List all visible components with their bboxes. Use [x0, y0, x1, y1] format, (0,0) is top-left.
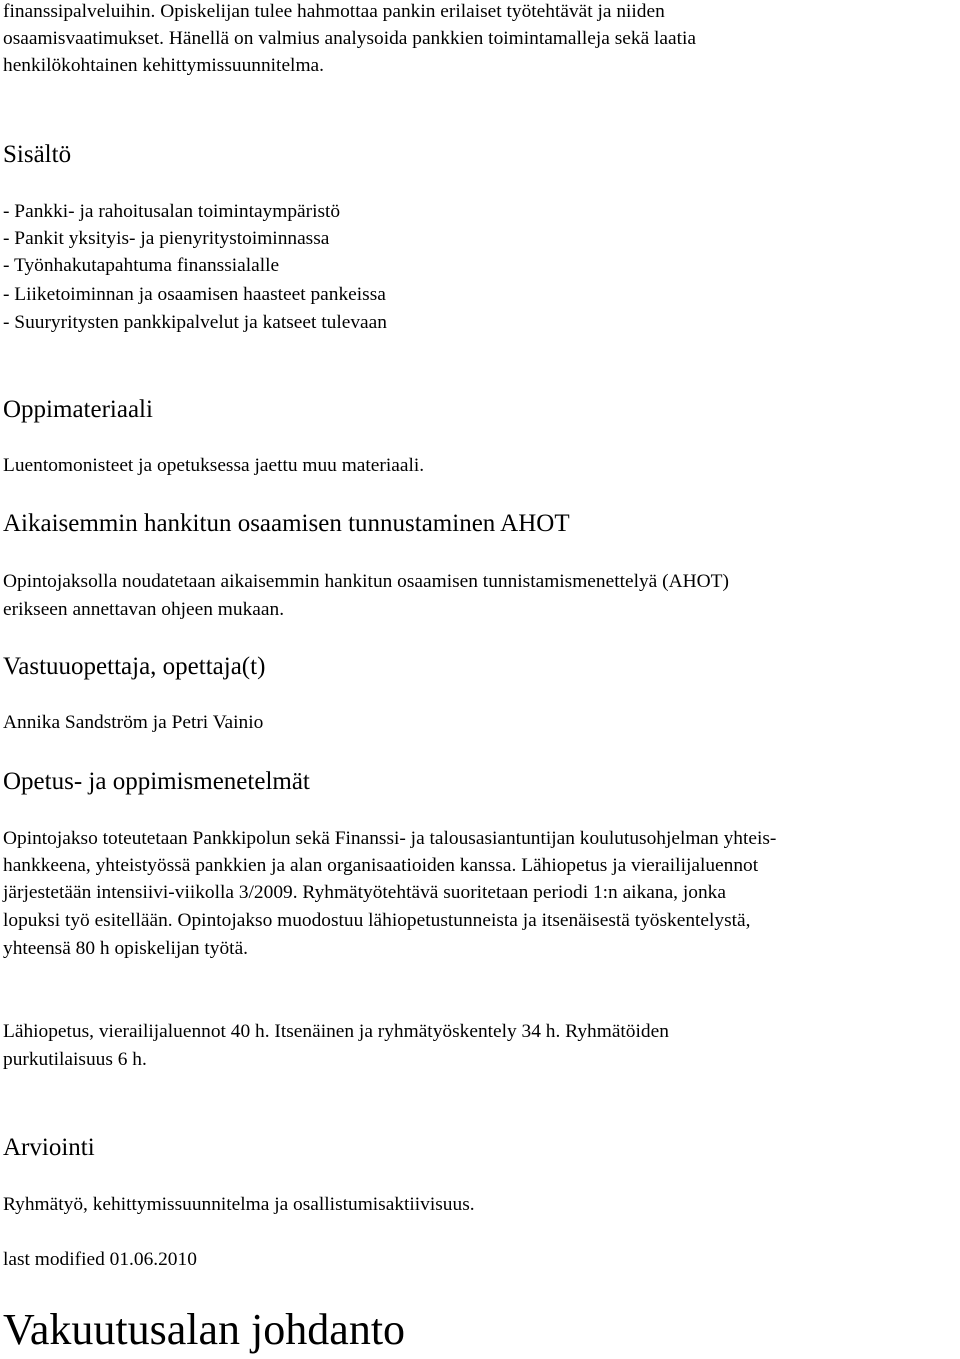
ahot-line-1: Opintojaksolla noudatetaan aikaisemmin hankitun osaamisen tunnistamismenettelyä (AHOT)	[3, 571, 729, 592]
vastuuopettaja-heading: Vastuuopettaja, opettaja(t)	[3, 653, 266, 680]
vastuuopettaja-text: Annika Sandström ja Petri Vainio	[3, 712, 264, 733]
intro-line-3: henkilökohtainen kehittymissuunnitelma.	[3, 55, 324, 76]
opetus-line-1: Opintojakso toteutetaan Pankkipolun sekä Finanssi- ja talousasiantuntijan koulutusohjelman yhteis-	[3, 828, 777, 849]
arviointi-text: Ryhmätyö, kehittymissuunnitelma ja osallistumisaktiivisuus.	[3, 1194, 475, 1215]
next-course-title: Vakuutusalan johdanto	[3, 1305, 406, 1354]
intro-line-2: osaamisvaatimukset. Hänellä on valmius analysoida pankkien toimintamalleja sekä laatia	[3, 28, 697, 49]
oppimateriaali-text: Luentomonisteet ja opetuksessa jaettu muu materiaali.	[3, 455, 425, 476]
sisalto-item-3: - Työnhakutapahtuma finanssialalle	[3, 255, 280, 276]
opetus-heading: Opetus- ja oppimismenetelmät	[3, 768, 310, 795]
opetus-line-5: yhteensä 80 h opiskelijan työtä.	[3, 938, 249, 959]
sisalto-item-1: - Pankki- ja rahoitusalan toimintaympäristö	[3, 201, 341, 222]
ahot-line-2: erikseen annettavan ohjeen mukaan.	[3, 599, 285, 620]
opetus-hours-line-2: purkutilaisuus 6 h.	[3, 1049, 147, 1070]
ahot-heading: Aikaisemmin hankitun osaamisen tunnustaminen AHOT	[3, 510, 570, 537]
opetus-line-2: hankkeena, yhteistyössä pankkien ja alan organisaatioiden kanssa. Lähiopetus ja vierailijaluennot	[3, 855, 759, 876]
opetus-line-4: lopuksi työ esitellään. Opintojakso muodostuu lähiopetustunneista ja itsenäisestä työskentelystä,	[3, 910, 751, 931]
intro-line-1: finanssipalveluihin. Opiskelijan tulee hahmottaa pankin erilaiset työtehtävät ja niiden	[3, 1, 665, 22]
sisalto-item-4: - Liiketoiminnan ja osaamisen haasteet pankeissa	[3, 284, 386, 305]
opetus-line-3: järjestetään intensiivi-viikolla 3/2009. Ryhmätyötehtävä suoritetaan periodi 1:n aikana, jonka	[3, 882, 726, 903]
sisalto-item-2: - Pankit yksityis- ja pienyritystoiminnassa	[3, 228, 330, 249]
opetus-hours-line-1: Lähiopetus, vierailijaluennot 40 h. Itsenäinen ja ryhmätyöskentely 34 h. Ryhmätöiden	[3, 1021, 669, 1042]
oppimateriaali-heading: Oppimateriaali	[3, 396, 153, 423]
sisalto-heading: Sisältö	[3, 141, 72, 168]
sisalto-item-5: - Suuryritysten pankkipalvelut ja katseet tulevaan	[3, 312, 387, 333]
arviointi-heading: Arviointi	[3, 1134, 95, 1161]
last-modified: last modified 01.06.2010	[3, 1249, 197, 1270]
